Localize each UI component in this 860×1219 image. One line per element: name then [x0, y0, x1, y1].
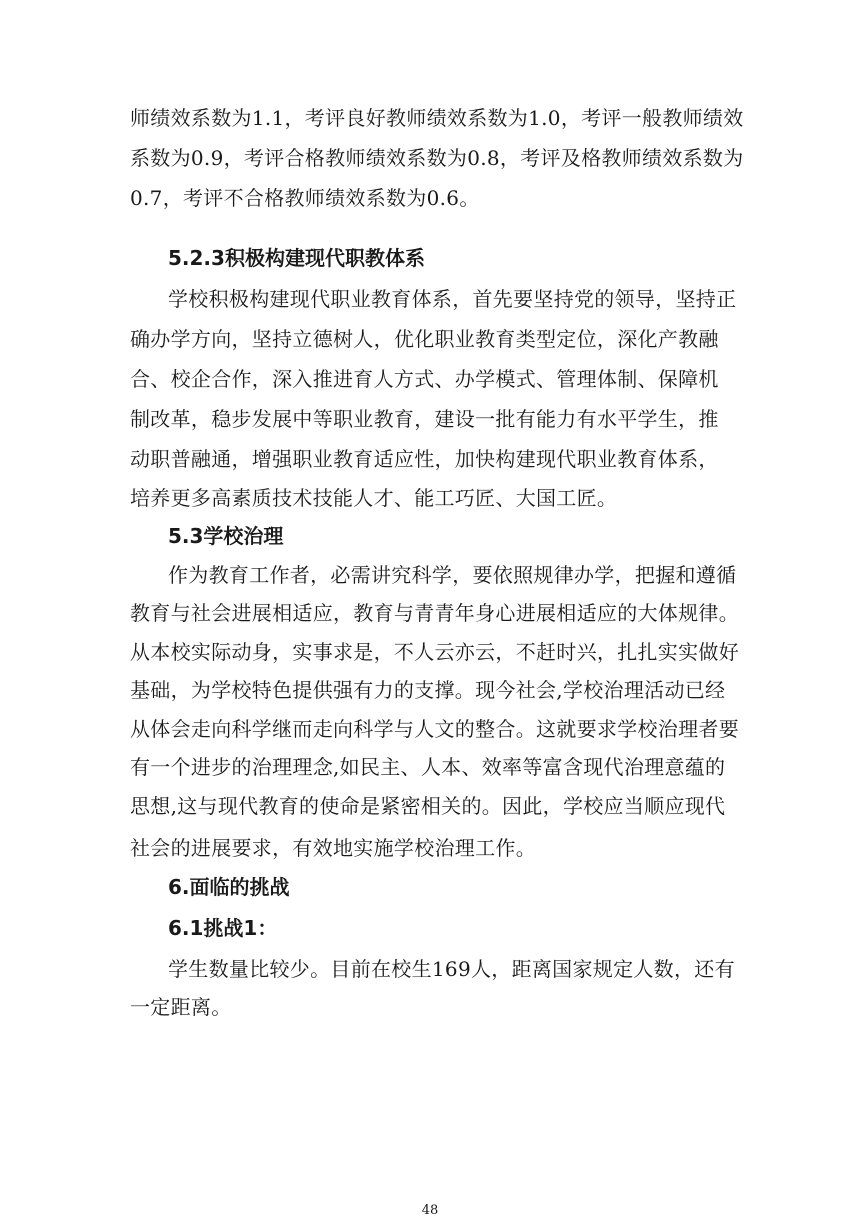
- section-heading-5-2-3: 5.2.3积极构建现代职教体系: [168, 246, 425, 270]
- paragraph-2-line-2: 确办学方向，坚持立德树人，优化职业教育类型定位，深化产教融: [130, 327, 719, 351]
- paragraph-2-line-1: 学校积极构建现代职业教育体系，首先要坚持党的领导，坚持正: [168, 287, 737, 311]
- section-heading-5-3: 5.3学校治理: [168, 524, 284, 548]
- section-heading-6-1: 6.1挑战1：: [168, 916, 278, 940]
- page-number: 48: [421, 1203, 439, 1218]
- paragraph-2-line-4: 制改革，稳步发展中等职业教育，建设一批有能力有水平学生，推: [130, 407, 719, 431]
- paragraph-3-line-5: 从体会走向科学继而走向科学与人文的整合。这就要求学校治理者要: [130, 717, 739, 741]
- paragraph-3-line-1: 作为教育工作者，必需讲究科学，要依照规律办学，把握和遵循: [168, 563, 737, 587]
- paragraph-2-line-3: 合、校企合作，深入推进育人方式、办学模式、管理体制、保障机: [130, 367, 719, 391]
- paragraph-3-line-6: 有一个进步的治理理念,如民主、人本、效率等富含现代治理意蕴的: [130, 755, 726, 779]
- paragraph-3-line-7: 思想,这与现代教育的使命是紧密相关的。因此，学校应当顺应现代: [130, 794, 726, 818]
- paragraph-2-line-5: 动职普融通，增强职业教育适应性，加快构建现代职业教育体系，: [130, 447, 719, 471]
- paragraph-4-line-2: 一定距离。: [130, 995, 232, 1019]
- paragraph-2-line-6: 培养更多高素质技术技能人才、能工巧匠、大国工匠。: [130, 486, 618, 510]
- paragraph-4-line-1: 学生数量比较少。目前在校生169人，距离国家规定人数，还有: [168, 957, 735, 981]
- paragraph-3-line-3: 从本校实际动身，实事求是，不人云亦云，不赶时兴，扎扎实实做好: [130, 640, 739, 664]
- paragraph-1-line-2: 系数为0.9，考评合格教师绩效系数为0.8，考评及格教师绩效系数为: [130, 146, 744, 170]
- paragraph-1-line-3: 0.7，考评不合格教师绩效系数为0.6。: [130, 186, 480, 210]
- section-heading-6: 6.面临的挑战: [168, 875, 290, 899]
- paragraph-3-line-8: 社会的进展要求，有效地实施学校治理工作。: [130, 836, 536, 860]
- paragraph-3-line-2: 教育与社会进展相适应，教育与青青年身心进展相适应的大体规律。: [130, 601, 739, 625]
- paragraph-1-line-1: 师绩效系数为1.1，考评良好教师绩效系数为1.0，考评一般教师绩效: [130, 106, 744, 130]
- paragraph-3-line-4: 基础，为学校特色提供强有力的支撑。现今社会,学校治理活动已经: [130, 678, 726, 702]
